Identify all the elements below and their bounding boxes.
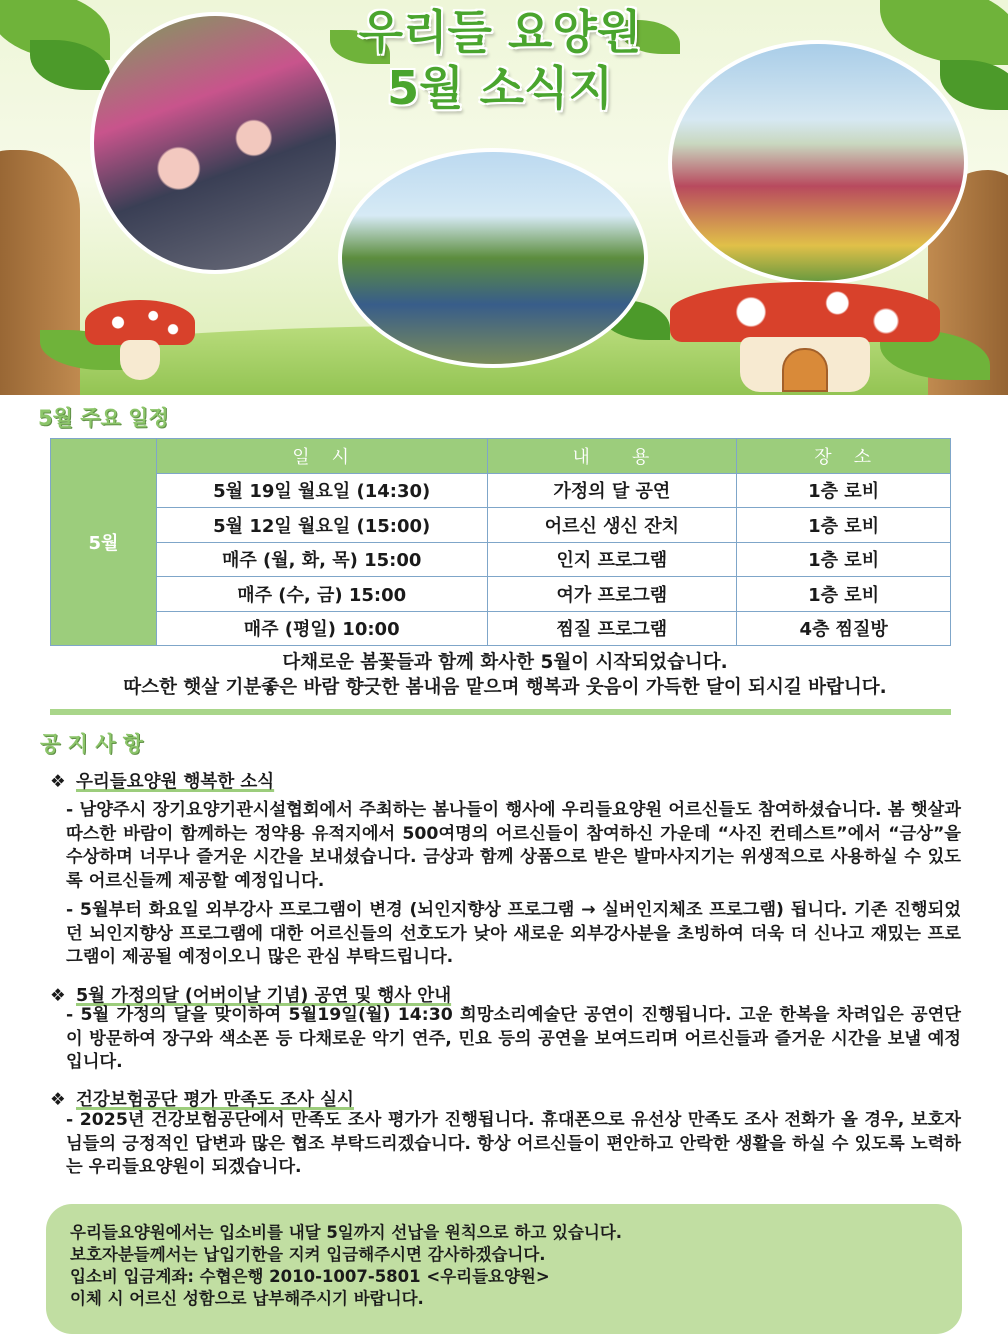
table-row [51, 473, 951, 508]
notice-section-title: 공 지 사 항 [40, 732, 144, 756]
cell-date: 매주 (평일) 10:00 [156, 611, 487, 646]
cell-place: 4층 찜질방 [737, 611, 951, 646]
payment-line: 이체 시 어르신 성함으로 납부해주시기 바랍니다. [70, 1289, 424, 1308]
leaf-icon [880, 0, 1008, 65]
leaf-icon [940, 60, 1008, 110]
notice-paragraph: - 2025년 건강보험공단에서 만족도 조사 평가가 진행됩니다. 휴대폰으로 유선상 만족도 조사 전화가 올 경우, 보호자님들의 긍정적인 답변과 많은 협조 부탁드리겠습니다. 항상 어르신들이 편안하고 안락한 생활을 하실 수 있도록 노력하는 우리들요양원이 되겠습니다. [66, 1110, 961, 1177]
cell-content: 어르신 생신 잔치 [487, 508, 737, 543]
notice-heading-text: 건강보험공단 평가 만족도 조사 실시 [76, 1090, 354, 1110]
title-line-2: 5월 소식지 [387, 61, 613, 115]
payment-line: 보호자분들께서는 납입기한을 지켜 입금해주시면 감사하겠습니다. [70, 1245, 546, 1264]
schedule-table [50, 438, 951, 646]
section-divider [50, 709, 951, 715]
notice-heading [50, 1086, 354, 1111]
table-row [51, 577, 951, 612]
notice-heading-text: 우리들요양원 행복한 소식 [76, 772, 275, 792]
column-header-content: 내 용 [487, 439, 737, 474]
cell-content: 인지 프로그램 [487, 542, 737, 577]
table-row [51, 508, 951, 543]
newsletter-title [200, 4, 800, 116]
group-outing-photo [338, 148, 648, 368]
cell-content: 찜질 프로그램 [487, 611, 737, 646]
cell-date: 5월 12일 월요일 (15:00) [156, 508, 487, 543]
column-header-place: 장 소 [737, 439, 951, 474]
mushroom-house-icon [670, 282, 940, 392]
notice-paragraph: - 5월부터 화요일 외부강사 프로그램이 변경 (뇌인지향상 프로그램 → 실버인지체조 프로그램) 됩니다. 기존 진행되었던 뇌인지향상 프로그램에 대한 어르신들의 선호도가 낮아 새로운 외부강사분을 초빙하여 더욱 더 신나고 재밌는 프로그램이 제공될 예정이오니 많은 관심 부탁드립니다. [66, 900, 961, 967]
cell-place: 1층 로비 [737, 508, 951, 543]
diamond-bullet-icon: ❖ [50, 772, 66, 792]
mushroom-small-icon [85, 300, 195, 380]
cell-date: 매주 (수, 금) 15:00 [156, 577, 487, 612]
cell-date: 5월 19일 월요일 (14:30) [156, 473, 487, 508]
cell-place: 1층 로비 [737, 577, 951, 612]
month-cell: 5월 [51, 439, 157, 646]
column-header-date: 일 시 [156, 439, 487, 474]
notice-paragraph: - 남양주시 장기요양기관시설협회에서 주최하는 봄나들이 행사에 우리들요양원 어르신들도 참여하셨습니다. 봄 햇살과 따스한 바람이 함께하는 정약용 유적지에서 500여명의 어르신들이 참여하신 가운데 “사진 컨테스트”에서 “금상”을 수상하며 너무나 즐거운 시간을 보내셨습니다. 금상과 함께 상품으로 받은 발마사지기는 위생적으로 사용하실 수 있도록 어르신들께 제공할 예정입니다. [66, 800, 961, 891]
diamond-bullet-icon: ❖ [50, 1090, 66, 1110]
table-header-row [51, 439, 951, 474]
table-row [51, 542, 951, 577]
notice-heading-text: 5월 가정의달 (어버이날 기념) 공연 및 행사 안내 [76, 986, 452, 1006]
title-line-1: 우리들 요양원 [358, 5, 642, 59]
payment-info-box [46, 1204, 962, 1334]
diamond-bullet-icon: ❖ [50, 986, 66, 1006]
payment-line: 우리들요양원에서는 입소비를 내달 5일까지 선납을 원칙으로 하고 있습니다. [70, 1223, 623, 1242]
notice-paragraph: - 5월 가정의 달을 맞이하여 5월19일(월) 14:30 희망소리예술단 공연이 진행됩니다. 고운 한복을 차려입은 공연단이 방문하여 장구와 색소폰 등 다채로운 악기 연주, 민요 등의 공연을 보여드리며 어르신들과 즐거운 시간을 보낼 예정입니다. [66, 1005, 961, 1072]
cell-place: 1층 로비 [737, 542, 951, 577]
cell-place: 1층 로비 [737, 473, 951, 508]
table-row [51, 611, 951, 646]
cell-content: 여가 프로그램 [487, 577, 737, 612]
header-banner [0, 0, 1008, 395]
intro-message [30, 650, 980, 700]
cell-content: 가정의 달 공연 [487, 473, 737, 508]
notice-heading [50, 768, 274, 793]
intro-line-1: 다채로운 봄꽃들과 함께 화사한 5월이 시작되었습니다. [282, 652, 728, 673]
payment-account-line: 입소비 입금계좌: 수협은행 2010-1007-5801 <우리들요양원> [70, 1267, 550, 1286]
cell-date: 매주 (월, 화, 목) 15:00 [156, 542, 487, 577]
intro-line-2: 따스한 햇살 기분좋은 바람 향긋한 봄내음 맡으며 행복과 웃음이 가득한 달이 되시길 바랍니다. [123, 677, 887, 698]
schedule-section-title: 5월 주요 일정 [38, 406, 169, 430]
